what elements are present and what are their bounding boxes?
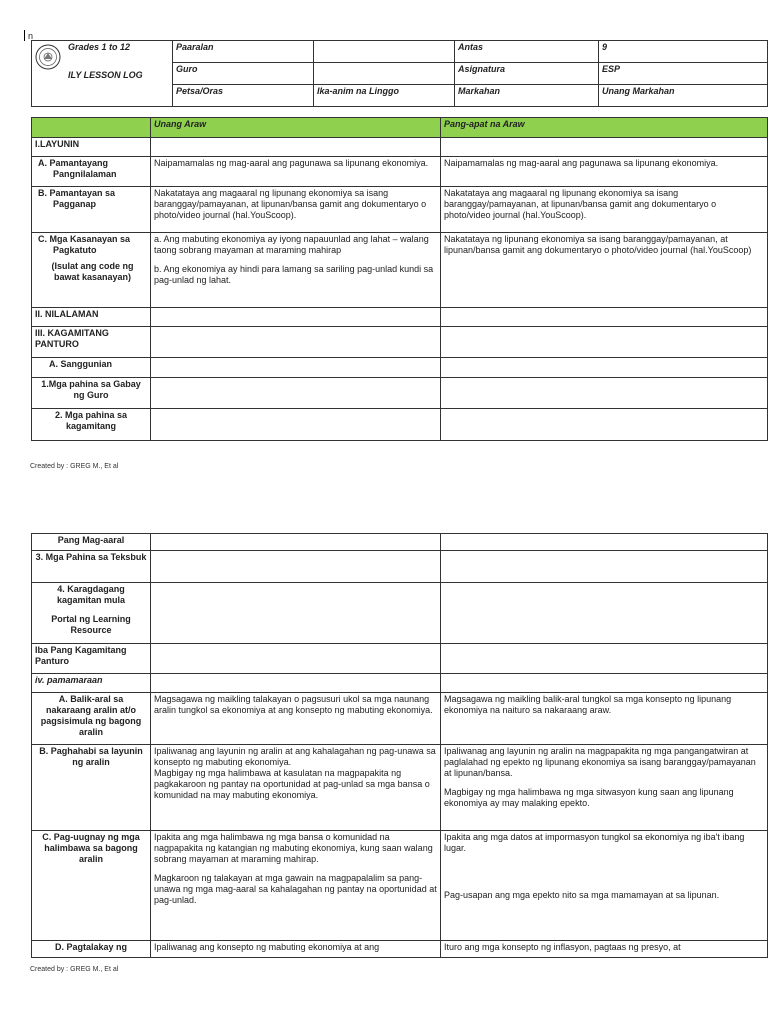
section-pamamaraan: iv. pamamaraan [32, 674, 151, 693]
lesson-table-1 [31, 117, 768, 441]
cell-kasanayan-day1 [151, 233, 441, 308]
footer-credit: Created by : GREG M., Et al [30, 966, 119, 973]
cell-kasanayan-day4: Nakatataya ng lipunang ekonomiya sa isang baranggay/pamayanan, at lipunan/bansa gamit ang dokumentaryo o photo/video journal (hal.YouScoop) [441, 233, 768, 308]
cell-text: Magbigay ng mga halimbawa ng mga sitwasyon kung saan ang lipunang ekonomiya ay may malaking epekto. [444, 787, 734, 808]
cell [441, 138, 768, 157]
cell-text: Magkaroon ng talakayan at mga gawain na magpapalalim sa pang-unawa ng mga mag-aaral sa kahalagahan ng pantay na oportunidad at pag-unlad. [154, 873, 437, 905]
header-value-antas: 9 [599, 41, 768, 63]
cell [151, 327, 441, 358]
cell-text: Ipaliwanag ang layunin ng aralin na magpapakita ng mga pangangatwiran at paglalahad ng epekto ng lipunang ekonomiya sa isang baranggay/pamayanan at lipunan/bansa. [444, 746, 756, 778]
header-label-guro: Guro [173, 63, 314, 85]
header-value-paaralan [314, 41, 455, 63]
label-line: Pangnilalaman [53, 169, 117, 179]
header-value-petsa: Ika-anim na Linggo [314, 85, 455, 107]
cell [151, 138, 441, 157]
cell [441, 409, 768, 441]
cell-paghahabi-day1: Ipaliwanag ang layunin ng aralin at ang kahalagahan ng pag-unawa sa konsepto ng mabuting ekonomiya. Magbigay ng mga halimbawa at kasulatan na magpapakita ng pagkakaroon ng pantay na oportunidad at pag-unlad sa mga bansa o komunidad na may mabuting ekonomiya. [151, 745, 441, 831]
cell-text: Ipakita ang mga datos at impormasyon tungkol sa ekonomiya ng iba't ibang lugar. [444, 832, 745, 853]
cell-pagganap-day1: Nakatataya ang magaaral ng lipunang ekonomiya sa isang baranggay/pamayanan, at lipunan/bansa gamit ang dokumentaryo o photo/video journal (hal.YouScoop). [151, 187, 441, 233]
cell-pagtalakay-day4: Ituro ang mga konsepto ng inflasyon, pagtaas ng presyo, at [441, 941, 768, 958]
row-label-teksbuk: 3. Mga Pahina sa Teksbuk [32, 551, 151, 583]
header-value-guro [314, 63, 455, 85]
cell-text: Pag-usapan ang mga epekto nito sa mga mamamayan at sa lipunan. [444, 890, 720, 900]
header-value-markahan: Unang Markahan [599, 85, 768, 107]
cell-text: a. Ang mabuting ekonomiya ay iyong napauunlad ang lahat – walang taong sobrang mayaman at maraming mahirap [154, 234, 429, 255]
col-header-unang-araw: Unang Araw [151, 118, 441, 138]
section-nilalaman: II. NILALAMAN [32, 308, 151, 327]
row-label-pag-uugnay: C. Pag-uugnay ng mga halimbawa sa bagong aralin [32, 831, 151, 941]
cell [441, 308, 768, 327]
cell [441, 644, 768, 674]
cell [441, 327, 768, 358]
cell-balik-aral-day1: Magsagawa ng maikling talakayan o pagsusuri ukol sa mga naunang aralin tungkol sa ekonomiya at ang konsepto ng mabuting ekonomiya. [151, 693, 441, 745]
row-label-gabay: 1.Mga pahina sa Gabay ng Guro [32, 378, 151, 409]
cell [151, 358, 441, 378]
row-label-pang-mag-aaral: Pang Mag-aaral [32, 534, 151, 551]
label-line: B. Pamantayan sa [38, 188, 116, 198]
label-line: 4. Karagdagang kagamitan mula [56, 584, 126, 605]
row-label-kagamitang: 2. Mga pahina sa kagamitang [32, 409, 151, 441]
row-label-kasanayan [32, 233, 151, 308]
logo-cell [32, 41, 173, 107]
header-label-asignatura: Asignatura [455, 63, 599, 85]
label-line: C. Mga Kasanayan sa [38, 234, 131, 244]
cell-paghahabi-day4 [441, 745, 768, 831]
row-label-sanggunian: A. Sanggunian [32, 358, 151, 378]
row-label-iba-pang: Iba Pang Kagamitang Panturo [32, 644, 151, 674]
col-header-pang-apat-na-araw: Pang-apat na Araw [441, 118, 768, 138]
cell [441, 378, 768, 409]
cell [151, 378, 441, 409]
header-value-asignatura: ESP [599, 63, 768, 85]
lesson-log-title: ILY LESSON LOG [68, 70, 143, 80]
label-line: Pagkatuto [53, 245, 97, 255]
cell [441, 358, 768, 378]
row-label-pagtalakay: D. Pagtalakay ng [32, 941, 151, 958]
cell [151, 409, 441, 441]
row-label-balik-aral: A. Balik-aral sa nakaraang aralin at/o pagsisimula ng bagong aralin [32, 693, 151, 745]
cell-balik-aral-day4: Magsagawa ng maikling balik-aral tungkol sa mga konsepto ng lipunang ekonomiya na naituro sa nakaraang araw. [441, 693, 768, 745]
cell-text: Ipakita ang mga halimbawa ng mga bansa o komunidad na nagpapakita ng katangian ng mabuting ekonomiya, kung saan walang sobrang mayaman at maraming mahirap. [154, 832, 433, 864]
header-label-paaralan: Paaralan [173, 41, 314, 63]
cell [151, 308, 441, 327]
header-label-petsa: Petsa/Oras [173, 85, 314, 107]
row-label-karagdagang [32, 583, 151, 644]
cell [441, 534, 768, 551]
grades-label: Grades 1 to 12 [68, 42, 131, 52]
cell-pangnilalaman-day1: Naipamamalas ng mag-aaral ang pagunawa sa lipunang ekonomiya. [151, 157, 441, 187]
label-line: Pagganap [53, 199, 97, 209]
row-label-pagganap [32, 187, 151, 233]
cell [441, 583, 768, 644]
cell [151, 644, 441, 674]
cell-text: b. Ang ekonomiya ay hindi para lamang sa sariling pag-unlad kundi sa pag-unlad ng lahat. [154, 264, 434, 285]
row-label-pangnilalaman [32, 157, 151, 187]
cell-pagganap-day4: Nakatataya ang magaaral ng lipunang ekonomiya sa isang baranggay/pamayanan, at lipunan/bansa gamit ang dokumentaryo o photo/video journal (hal.YouScoop). [441, 187, 768, 233]
header-label-markahan: Markahan [455, 85, 599, 107]
cell-pag-uugnay-day4 [441, 831, 768, 941]
section-layunin: I.LAYUNIN [32, 138, 151, 157]
lesson-table-2 [31, 533, 768, 958]
header-label-antas: Antas [455, 41, 599, 63]
text-cursor-mark: n [24, 30, 33, 41]
cell [151, 551, 441, 583]
label-line: A. Pamantayang [38, 158, 109, 168]
cell-pangnilalaman-day4: Naipamamalas ng mag-aaral ang pagunawa sa lipunang ekonomiya. [441, 157, 768, 187]
deped-seal-icon [35, 44, 61, 70]
cell [151, 534, 441, 551]
row-label-paghahabi: B. Paghahabi sa layunin ng aralin [32, 745, 151, 831]
section-kagamitan: III. KAGAMITANG PANTURO [32, 327, 151, 358]
cell [151, 674, 441, 693]
corner-cell [32, 118, 151, 138]
header-table [31, 40, 768, 107]
label-line: Portal ng Learning Resource [51, 614, 131, 635]
cell [441, 674, 768, 693]
cell [441, 551, 768, 583]
label-line: (Isulat ang code ng bawat kasanayan) [51, 261, 134, 282]
cell [151, 583, 441, 644]
cell-pag-uugnay-day1 [151, 831, 441, 941]
footer-credit: Created by : GREG M., Et al [30, 463, 119, 470]
cell-pagtalakay-day1: Ipaliwanag ang konsepto ng mabuting ekonomiya at ang [151, 941, 441, 958]
